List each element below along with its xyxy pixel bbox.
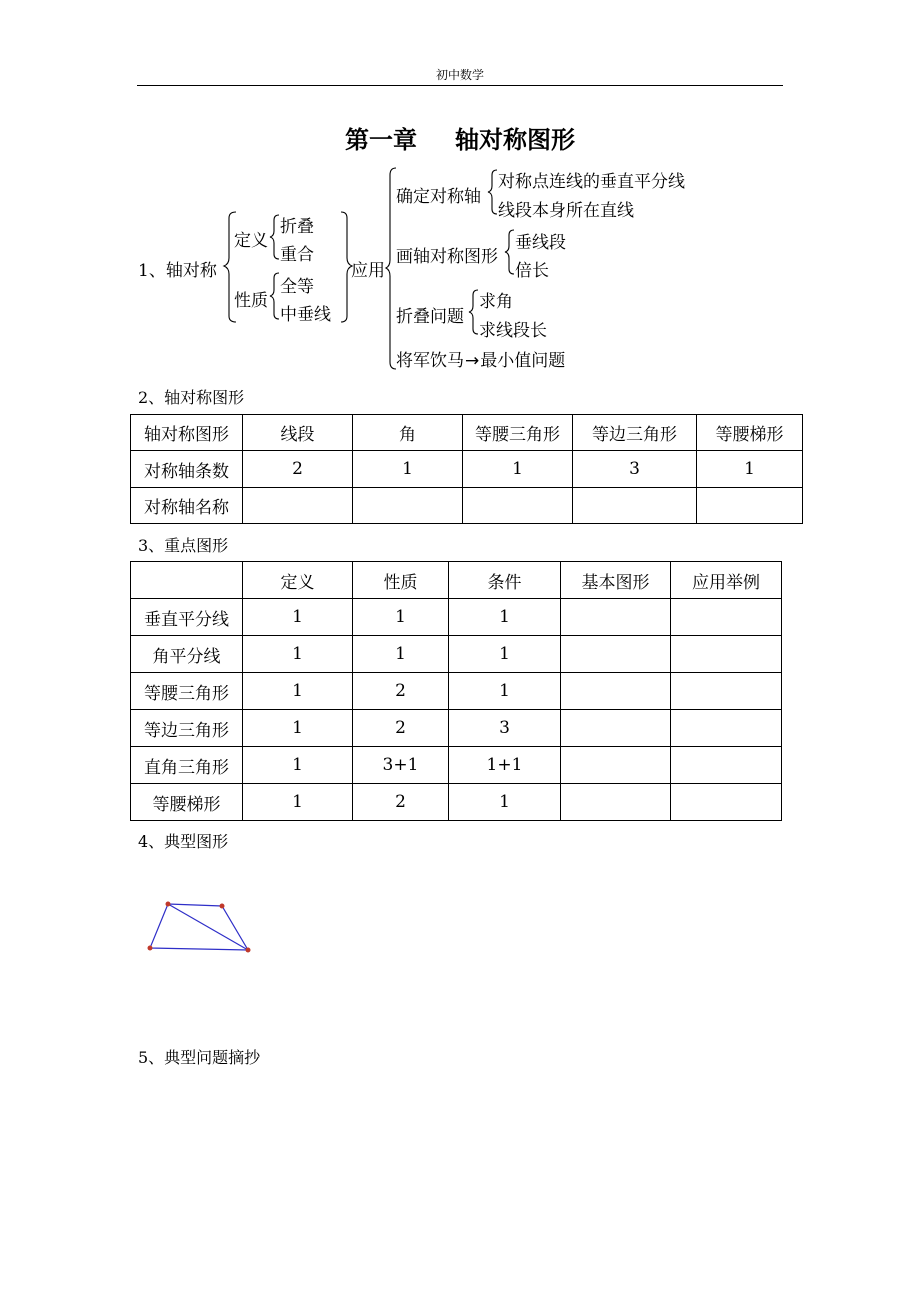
- app-group-2-label: 画轴对称图形: [396, 247, 498, 267]
- table-cell: 等边三角形: [573, 415, 697, 451]
- app-group-3-item-2: 求线段长: [479, 321, 547, 341]
- table-cell: 角: [353, 415, 463, 451]
- app-group-2-item-1: 垂线段: [515, 233, 566, 253]
- outline-label: 1、轴对称: [138, 261, 217, 281]
- table-cell: 3+1: [353, 747, 449, 784]
- table-cell: 垂直平分线: [131, 599, 243, 636]
- table-cell: 2: [243, 451, 353, 488]
- section-5-title: 5、典型问题摘抄: [138, 1048, 261, 1067]
- table-cell: 2: [353, 784, 449, 821]
- vertex-point: [220, 904, 225, 909]
- app-last-label: 将军饮马: [396, 351, 464, 371]
- table-cell: 3: [573, 451, 697, 488]
- arrow-icon: →: [465, 351, 480, 371]
- table-cell: 等腰梯形: [131, 784, 243, 821]
- trapezoid-outline: [150, 904, 248, 950]
- app-last-result: 最小值问题: [480, 351, 566, 371]
- definition-item-1: 折叠: [280, 217, 314, 237]
- page-header: 初中数学: [435, 68, 484, 82]
- table-cell: 1: [243, 784, 353, 821]
- table-cell: 对称轴条数: [131, 451, 243, 488]
- vertex-point: [166, 902, 171, 907]
- table-cell: 1: [353, 599, 449, 636]
- table-cell: 1: [243, 673, 353, 710]
- table-cell: 等腰三角形: [131, 673, 243, 710]
- vertex-point: [148, 946, 153, 951]
- table-cell: 1: [353, 451, 463, 488]
- table-cell: 1: [243, 710, 353, 747]
- table-cell: 1: [243, 636, 353, 673]
- table-cell: 1: [449, 636, 561, 673]
- app-group-1-label: 确定对称轴: [396, 187, 481, 207]
- table-cell: 1: [697, 451, 803, 488]
- table-cell: 等边三角形: [131, 710, 243, 747]
- app-group-2-item-2: 倍长: [515, 261, 549, 281]
- table-cell: 性质: [353, 562, 449, 599]
- table-cell: 3: [449, 710, 561, 747]
- table-cell: 1: [243, 599, 353, 636]
- app-group-3-item-1: 求角: [479, 292, 513, 312]
- chapter-name: 轴对称图形: [455, 126, 575, 154]
- table-cell: 对称轴名称: [131, 488, 243, 524]
- definition-label: 定义: [234, 231, 268, 251]
- section-4-title: 4、典型图形: [138, 832, 229, 851]
- table-cell: 2: [353, 673, 449, 710]
- table-cell: 直角三角形: [131, 747, 243, 784]
- app-group-1-item-1: 对称点连线的垂直平分线: [498, 172, 685, 192]
- table-cell: 等腰梯形: [697, 415, 803, 451]
- table-cell: 条件: [449, 562, 561, 599]
- application-label: 应用: [351, 261, 385, 281]
- table-cell: 应用举例: [671, 562, 782, 599]
- property-item-2: 中垂线: [280, 305, 331, 325]
- section-3-title: 3、重点图形: [138, 536, 229, 555]
- table-cell: 定义: [243, 562, 353, 599]
- table-cell: 1: [243, 747, 353, 784]
- section-2-title: 2、轴对称图形: [138, 388, 245, 407]
- definition-item-2: 重合: [280, 245, 314, 265]
- table-cell: 2: [353, 710, 449, 747]
- table-cell: 1: [463, 451, 573, 488]
- table-cell: 1+1: [449, 747, 561, 784]
- table-cell: 1: [449, 599, 561, 636]
- chapter-number: 第一章: [345, 126, 417, 154]
- table-cell: 1: [353, 636, 449, 673]
- table-cell: 轴对称图形: [131, 415, 243, 451]
- trapezoid-diagonal: [168, 904, 248, 950]
- vertex-point: [246, 948, 251, 953]
- property-label: 性质: [234, 291, 268, 311]
- table-cell: 基本图形: [561, 562, 671, 599]
- table-cell: 角平分线: [131, 636, 243, 673]
- table-cell: 线段: [243, 415, 353, 451]
- app-group-3-label: 折叠问题: [396, 307, 464, 327]
- table-cell: 1: [449, 673, 561, 710]
- app-group-1-item-2: 线段本身所在直线: [498, 201, 634, 221]
- table-cell: 等腰三角形: [463, 415, 573, 451]
- table-cell: 1: [449, 784, 561, 821]
- property-item-1: 全等: [280, 277, 314, 297]
